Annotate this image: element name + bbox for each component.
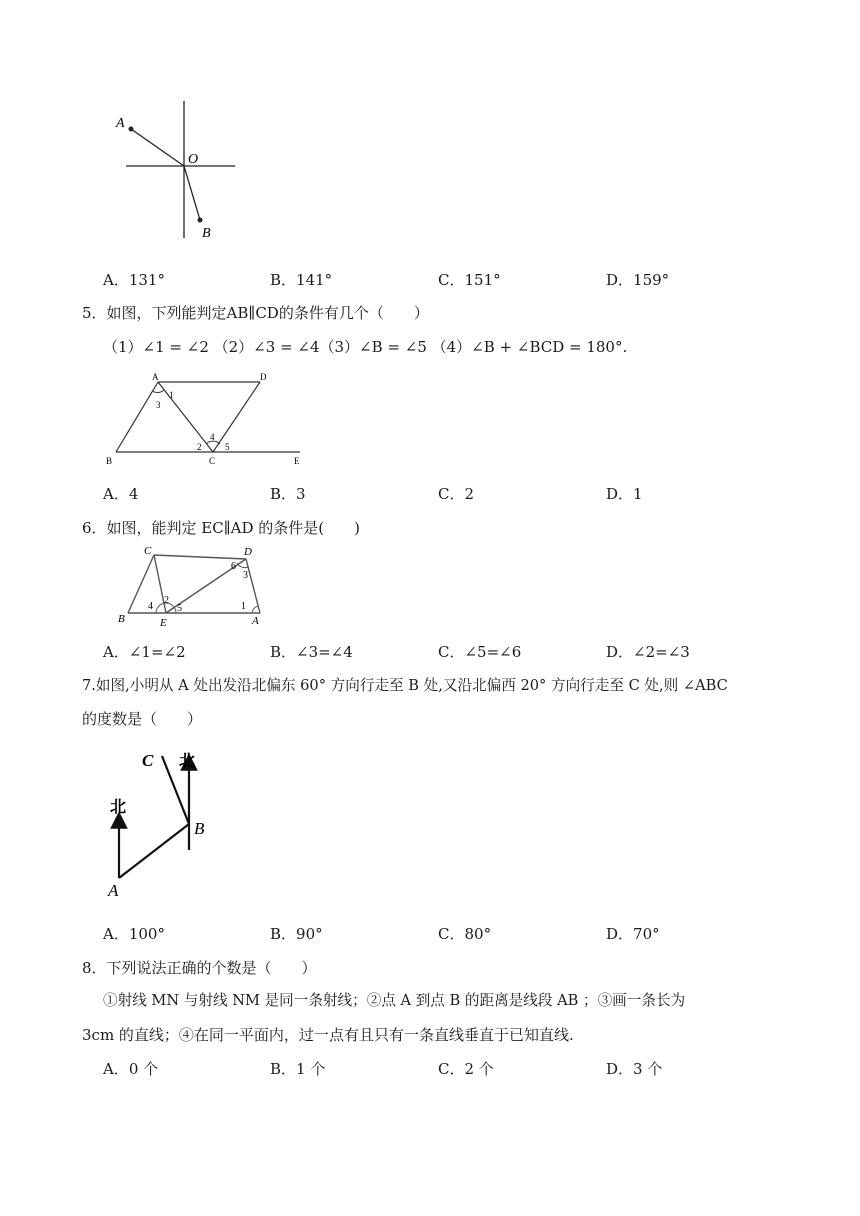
q7-label-a: A (108, 881, 119, 900)
q5-label-c: C (209, 456, 216, 466)
q6-angle-3: 3 (243, 570, 248, 581)
q4-figure (100, 95, 250, 245)
q6-stem: 6．如图，能判定 EC∥AD 的条件是( ) (82, 519, 360, 537)
q7-option-c[interactable]: C．80° (438, 925, 492, 943)
q4-label-b: B (202, 226, 211, 241)
q5-angle-2: 2 (197, 442, 202, 452)
q5-conditions: （1）∠1 = ∠2 （2）∠3 = ∠4（3）∠B = ∠5 （4）∠B + ∠BCD = 180°. (103, 338, 628, 356)
q5-angle-1: 1 (169, 390, 174, 400)
q8-statement-line1: ①射线 MN 与射线 NM 是同一条射线；②点 A 到点 B 的距离是线段 AB ；③画一条长为 (103, 992, 686, 1009)
q5-label-b: B (106, 456, 113, 466)
q6-angle-6: 6 (231, 561, 236, 572)
q5-angle-3: 3 (156, 400, 161, 410)
q7-stem-line1: 7.如图,小明从 A 处出发沿北偏东 60° 方向行走至 B 处,又沿北偏西 20° 方向行走至 C 处,则 ∠ABC (82, 677, 728, 694)
q8-option-c[interactable]: C．2 个 (438, 1060, 494, 1078)
q7-north-label-a: 北 (110, 797, 127, 816)
q8-statement-line2: 3cm 的直线；④在同一平面内，过一点有且只有一条直线垂直于已知直线. (82, 1026, 574, 1044)
q5-label-d: D (260, 372, 267, 382)
q8-stem: 8．下列说法正确的个数是（ ） (82, 959, 317, 977)
q7-label-c: C (142, 751, 154, 770)
q6-line-da (246, 559, 260, 613)
q6-option-a[interactable]: A．∠1=∠2 (103, 643, 186, 661)
q8-option-b[interactable]: B．1 个 (270, 1060, 326, 1078)
q5-figure (100, 370, 310, 470)
q5-option-a[interactable]: A．4 (103, 485, 139, 503)
q5-line-ab (116, 382, 158, 452)
q5-angle-4: 4 (210, 432, 215, 442)
q5-line-ac (158, 382, 213, 452)
q4-option-c[interactable]: C．151° (438, 271, 501, 289)
q6-option-b[interactable]: B．∠3=∠4 (270, 643, 353, 661)
q6-label-a: A (252, 615, 259, 627)
q5-label-e: E (294, 456, 300, 466)
q6-angle-2: 2 (164, 595, 169, 606)
q7-option-b[interactable]: B．90° (270, 925, 323, 943)
q4-option-a[interactable]: A．131° (103, 271, 165, 289)
q7-option-d[interactable]: D．70° (606, 925, 660, 943)
q4-option-d[interactable]: D．159° (606, 271, 670, 289)
q5-option-c[interactable]: C．2 (438, 485, 475, 503)
q6-label-b: B (118, 613, 125, 625)
q7-label-b: B (194, 819, 205, 838)
q5-angle-5: 5 (225, 442, 230, 452)
q7-stem-line2: 的度数是（ ） (82, 710, 203, 728)
q4-ray-oa (131, 129, 184, 166)
q4-point-a (129, 127, 134, 132)
q5-option-b[interactable]: B．3 (270, 485, 306, 503)
q6-figure (110, 543, 270, 628)
q5-line-cd (213, 382, 260, 452)
q8-option-d[interactable]: D．3 个 (606, 1060, 663, 1078)
q6-angle-4: 4 (148, 601, 153, 612)
q7-north-label-b: 北 (179, 751, 196, 770)
q6-option-c[interactable]: C．∠5=∠6 (438, 643, 522, 661)
q4-point-b (198, 218, 203, 223)
q7-option-a[interactable]: A．100° (103, 925, 165, 943)
q5-option-d[interactable]: D．1 (606, 485, 643, 503)
q6-line-cd (154, 555, 246, 559)
q4-label-a: A (116, 116, 125, 131)
q6-label-e: E (160, 617, 167, 628)
q6-label-d: D (244, 546, 252, 558)
q4-label-o: O (188, 152, 199, 167)
q6-angle-5: 5 (177, 603, 182, 614)
q6-angle-arc-a (252, 606, 258, 613)
q5-label-a: A (152, 372, 159, 382)
q6-option-d[interactable]: D．∠2=∠3 (606, 643, 690, 661)
q5-angle-arc-a (152, 390, 164, 393)
q8-option-a[interactable]: A．0 个 (103, 1060, 159, 1078)
q4-option-b[interactable]: B．141° (270, 271, 333, 289)
q6-angle-1: 1 (241, 601, 246, 612)
q5-stem: 5．如图，下列能判定AB∥CD的条件有几个（ ） (82, 304, 429, 322)
q6-label-c: C (144, 545, 152, 557)
q7-figure (100, 740, 220, 900)
q4-ray-ob (184, 166, 200, 220)
q7-path-ab (119, 824, 189, 878)
